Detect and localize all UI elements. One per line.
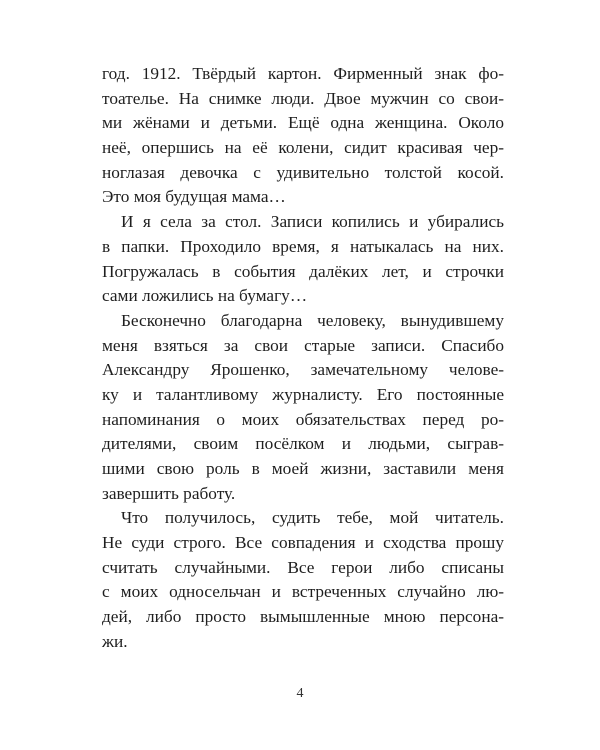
text-line: год. 1912. Твёрдый картон. Фирменный знак фо- [102, 64, 504, 83]
text-line: ноглазая девочка с удивительно толстой косой. [102, 162, 504, 182]
text-line: шими свою роль в моей жизни, заставили меня [102, 459, 504, 478]
text-line: завершить работу. [102, 483, 236, 503]
text-line: Александру Ярошенко, замечательному челове- [102, 360, 504, 380]
text-line: в папки. Проходило время, я натыкалась на них. [102, 236, 504, 256]
paragraph-first-line: И я села за стол. Записи копились и убирались [121, 212, 504, 232]
text-line: ми жёнами и детьми. Ещё одна женщина. Около [102, 113, 504, 133]
text-line: Погружалась в события далёких лет, и строчки [102, 261, 504, 281]
text-line: жи. [102, 631, 128, 651]
text-line: с моих односельчан и встреченных случайно лю- [102, 582, 504, 602]
text-line: неё, опершись на её колени, сидит красивая чер- [102, 138, 504, 158]
text-line: дей, либо просто вымышленные мною персона- [102, 607, 504, 627]
text-line: меня взяться за свои старые записи. Спасибо [102, 335, 504, 355]
text-line: ку и талантливому журналисту. Его постоянные [102, 384, 504, 404]
text-line: напоминания о моих обязательствах перед ро- [102, 409, 504, 429]
paragraph-first-line: Бесконечно благодарна человеку, вынудившему [121, 310, 504, 330]
text-line: сами ложились на бумагу… [102, 286, 308, 306]
text-line: Не суди строго. Все совпадения и сходства прошу [102, 533, 504, 553]
text-line: тоателье. На снимке люди. Двое мужчин со свои- [102, 88, 504, 108]
text-line: считать случайными. Все герои либо списаны [102, 557, 504, 577]
page-number: 4 [296, 686, 304, 701]
text-line: Это моя будущая мама… [102, 187, 286, 207]
body-text [102, 62, 504, 655]
text-line: дителями, своим посёлком и людьми, сыграв- [102, 434, 504, 454]
paragraph-first-line: Что получилось, судить тебе, мой читатель. [121, 508, 504, 528]
